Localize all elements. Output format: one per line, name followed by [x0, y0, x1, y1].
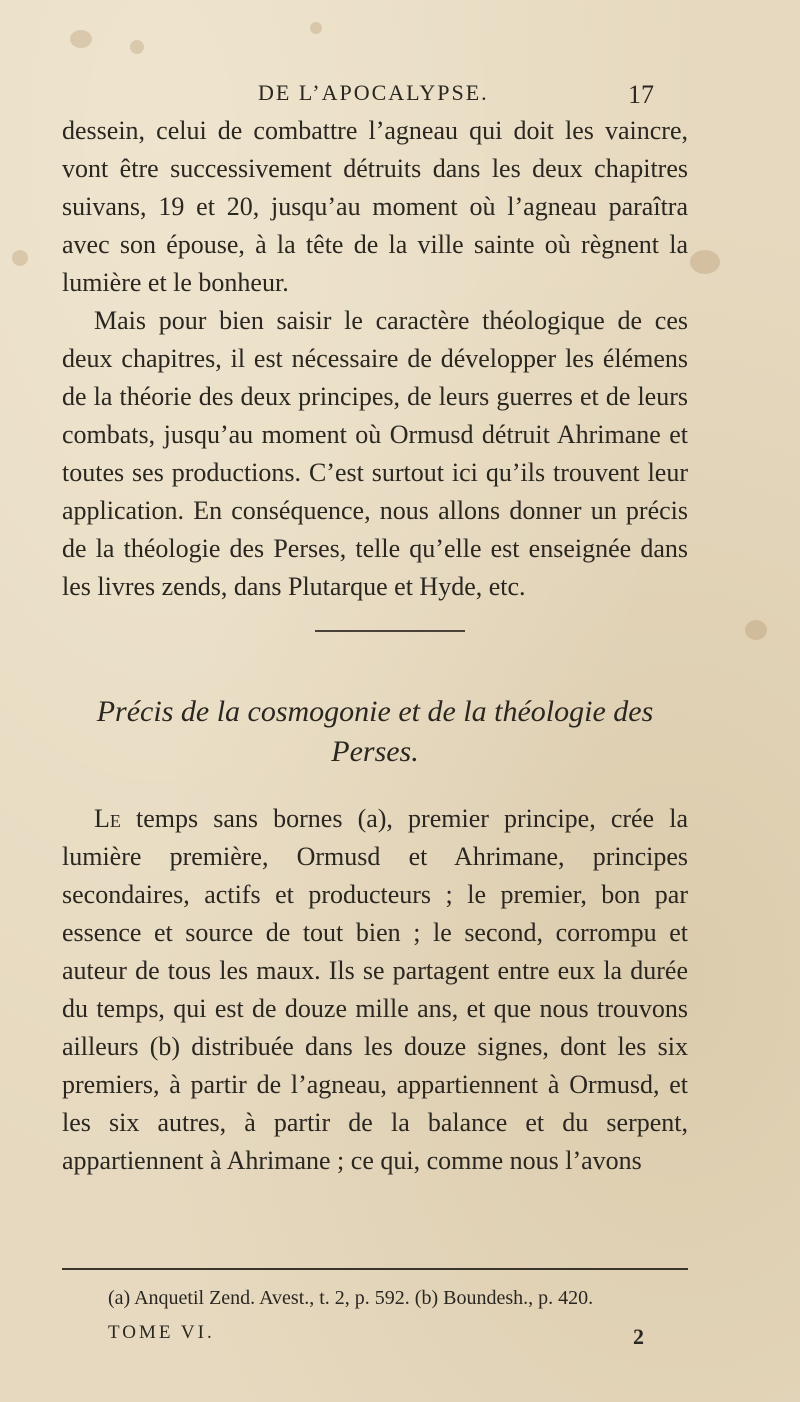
body-text-top	[62, 112, 688, 606]
paragraph-lead-word: Le	[94, 804, 121, 833]
footnote: (a) Anquetil Zend. Avest., t. 2, p. 592. (b) Boundesh., p. 420.	[108, 1287, 594, 1309]
foxing-spot	[70, 30, 92, 48]
footnote-rule	[62, 1268, 688, 1270]
volume-label: TOME VI.	[108, 1322, 215, 1343]
body-text-bottom	[62, 800, 688, 1180]
signature-line	[108, 1322, 668, 1352]
page-number: 17	[628, 80, 654, 109]
foxing-spot	[690, 250, 720, 274]
foxing-spot	[130, 40, 144, 54]
foxing-spot	[12, 250, 28, 266]
paragraph-theology-intro: Mais pour bien saisir le caractère théologique de ces deux chapitres, il est nécessaire de développer les élémens de la théorie des deux principes, de leurs guerres et de leurs combats, jusqu’au moment où Ormusd détruit Ahrimane et toutes ses productions. C’est surtout ici qu’ils trouvent leur application. En conséquence, nous allons donner un précis de la théologie des Perses, telle qu’elle est enseignée dans les livres zends, dans Plutarque et Hyde, etc.	[62, 306, 688, 601]
signature-mark: 2	[633, 1324, 644, 1349]
paragraph-continuation: dessein, celui de combattre l’agneau qui doit les vaincre, vont être successivement détruits dans les deux chapitres suivans, 19 et 20, jusqu’au moment où l’agneau paraîtra avec son épouse, à la tête de la ville sainte où règnent la lumière et le bonheur.	[62, 116, 688, 297]
running-title: DE L’APOCALYPSE.	[258, 80, 489, 105]
foxing-spot	[310, 22, 322, 34]
paragraph-cosmogony-text: temps sans bornes (a), premier principe, crée la lumière première, Ormusd et Ahrimane, principes secondaires, actifs et producteurs ; le premier, bon par essence et source de tout bien ; le second, corrompu et auteur de tous les maux. Ils se partagent entre eux la durée du temps, qui est de douze mille ans, et que nous trouvons ailleurs (b) distribuée dans les douze signes, dont les six premiers, à partir de l’agneau, appartiennent à Ormusd, et les six autres, à partir de la balance et du serpent, appartiennent à Ahrimane ; ce qui, comme nous l’avons	[62, 804, 688, 1175]
foxing-spot	[745, 620, 767, 640]
paragraph-cosmogony	[62, 800, 688, 1180]
section-divider	[315, 630, 465, 632]
running-head	[0, 70, 800, 110]
section-title: Précis de la cosmogonie et de la théologie des Perses.	[96, 695, 654, 768]
